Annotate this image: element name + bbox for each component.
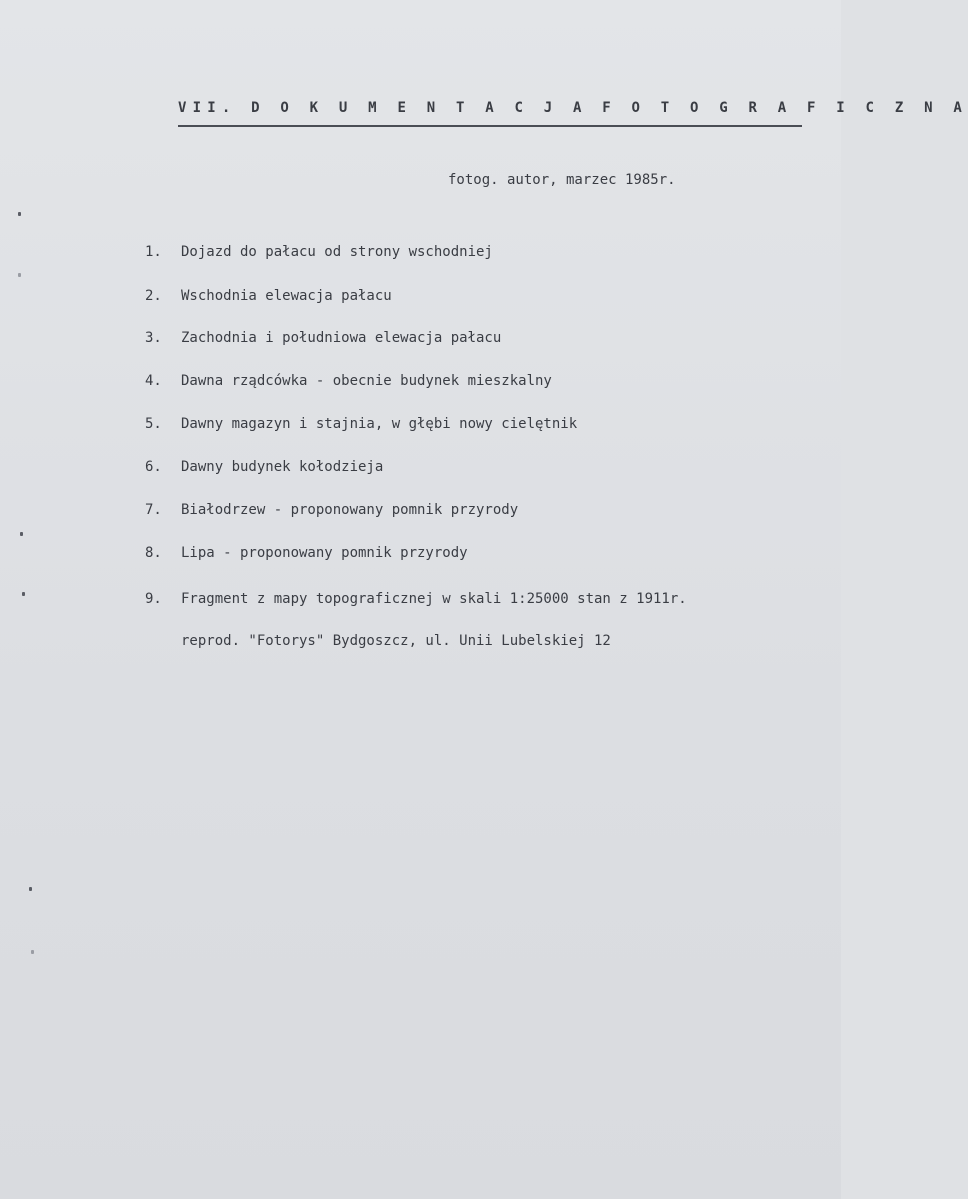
list-item <box>145 591 687 607</box>
list-item <box>145 502 518 518</box>
section-heading <box>178 100 968 116</box>
item-number: 1. <box>145 244 162 260</box>
punch-mark <box>22 592 25 596</box>
item-number: 6. <box>145 459 162 475</box>
heading-underline <box>178 125 802 127</box>
item-text: Zachodnia i południowa elewacja pałacu <box>181 330 502 346</box>
item-text: Dawna rządcówka - obecnie budynek mieszkalny <box>181 373 552 389</box>
list-item <box>145 244 493 260</box>
list-item <box>145 288 392 304</box>
list-item <box>145 459 383 475</box>
item-number: 2. <box>145 288 162 304</box>
section-number: VII. <box>178 100 237 116</box>
list-item <box>145 545 468 561</box>
list-item <box>145 330 501 346</box>
list-item <box>145 373 552 389</box>
item-text: Dawny magazyn i stajnia, w głębi nowy cielętnik <box>181 416 578 432</box>
list-item <box>145 416 577 432</box>
item-text: Dojazd do pałacu od strony wschodniej <box>181 244 493 260</box>
item-number: 7. <box>145 502 162 518</box>
punch-mark <box>29 887 32 891</box>
item-number: 8. <box>145 545 162 561</box>
reproduction-note: reprod. "Fotorys" Bydgoszcz, ul. Unii Lubelskiej 12 <box>181 633 611 649</box>
item-number: 5. <box>145 416 162 432</box>
item-number: 3. <box>145 330 162 346</box>
item-text: Dawny budynek kołodzieja <box>181 459 384 475</box>
item-text: Lipa - proponowany pomnik przyrody <box>181 545 468 561</box>
item-number: 4. <box>145 373 162 389</box>
punch-mark <box>31 950 34 954</box>
item-text: Fragment z mapy topograficznej w skali 1:25000 stan z 1911r. <box>181 591 687 607</box>
punch-mark <box>18 212 21 216</box>
photo-source-line: fotog. autor, marzec 1985r. <box>448 172 676 188</box>
item-text: Białodrzew - proponowany pomnik przyrody <box>181 502 519 518</box>
punch-mark <box>20 532 23 536</box>
item-number: 9. <box>145 591 162 607</box>
item-text: Wschodnia elewacja pałacu <box>181 288 392 304</box>
section-title: D O K U M E N T A C J A F O T O G R A F I C Z N A <box>251 100 968 116</box>
punch-mark <box>18 273 21 277</box>
